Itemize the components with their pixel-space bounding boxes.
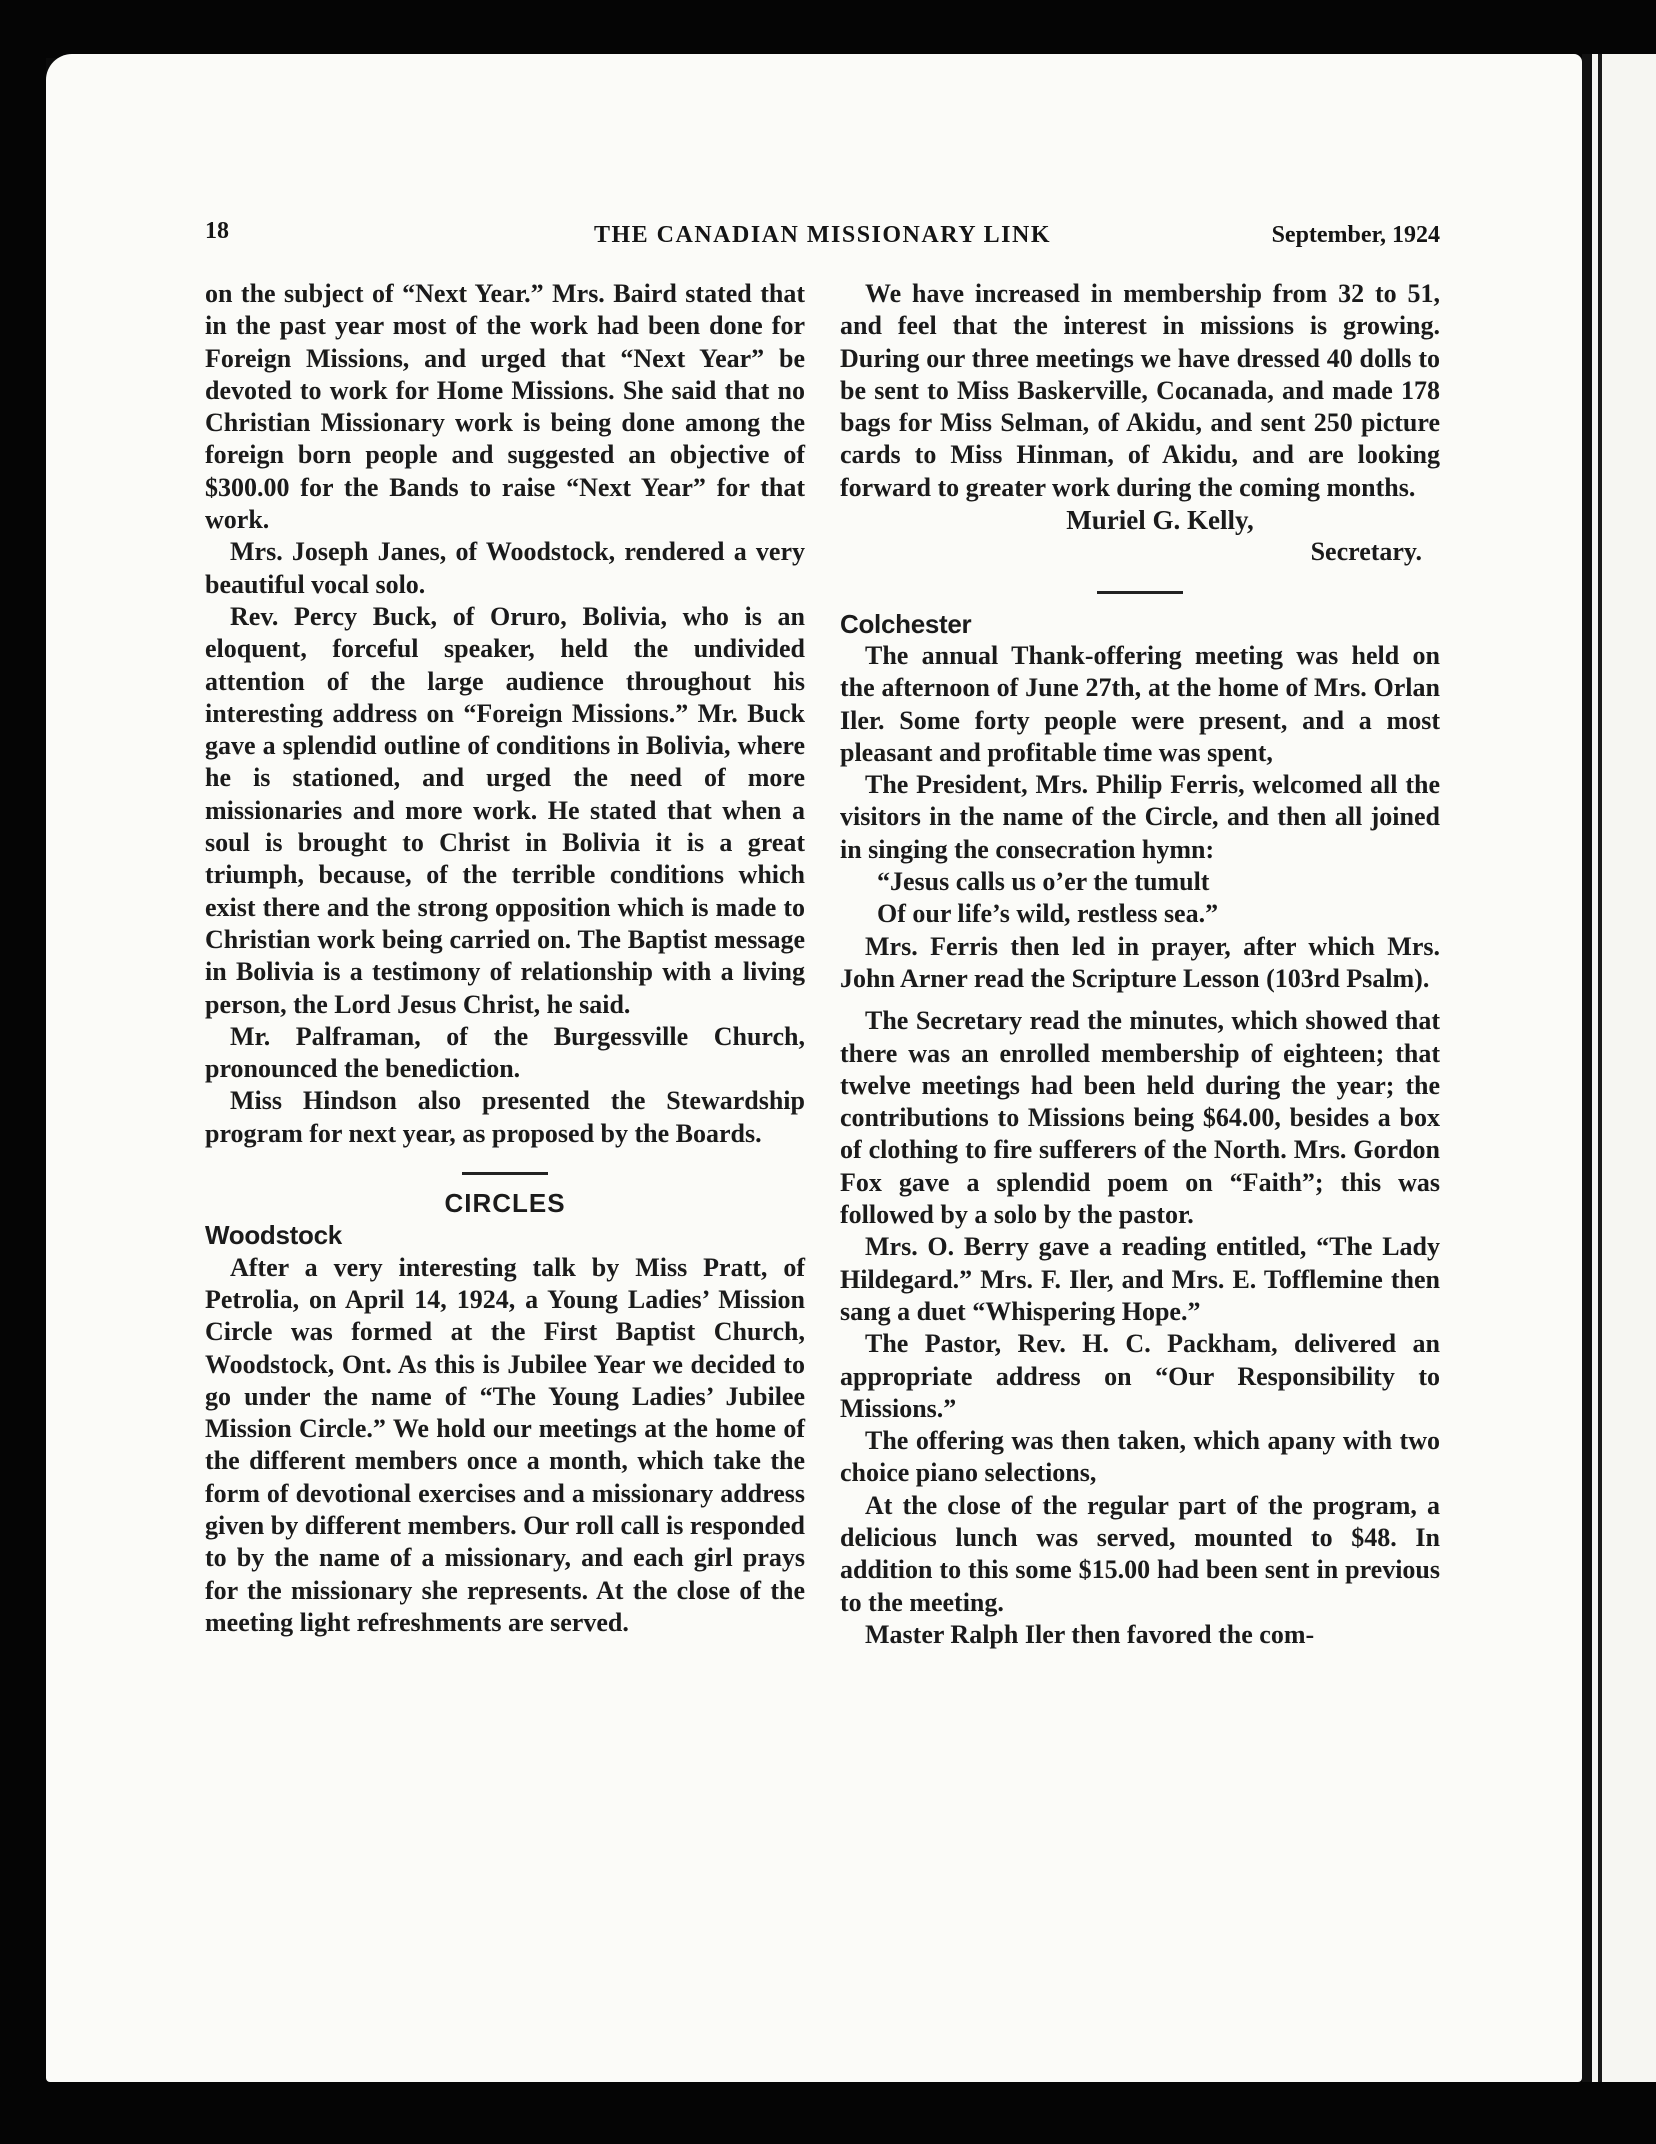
binding-spine <box>1582 54 1592 2082</box>
paragraph: Mrs. O. Berry gave a reading entitled, “The Lady Hildegard.” Mrs. F. Iler, and Mrs. E. Tofflemine then sang a duet “Whispering Hope.” <box>840 1232 1440 1326</box>
subheading-woodstock: Woodstock <box>205 1220 342 1251</box>
hymn-verse-line: Of our life’s wild, restless sea.” <box>877 899 1219 929</box>
scan-border-top <box>0 0 1656 58</box>
page-number: 18 <box>205 218 229 244</box>
paragraph: Rev. Percy Buck, of Oruro, Bolivia, who is an eloquent, forceful speaker, held the undivided attention of the large audience throughout his interesting address on “Foreign Missions.” Mr. Buck gave a splendid outline of conditions in Bolivia, where he is stationed, and urged the need of more missionaries and more work. He stated that when a soul is brought to Christ in Bolivia it is a great triumph, because, of the terrible conditions which exist there and the strong opposition which is made to Christian work being carried on. The Baptist message in Bolivia is a testimony of relationship with a living person, the Lord Jesus Christ, he said. <box>205 601 805 1019</box>
paragraph: We have increased in membership from 32 to 51, and feel that the interest in missions is growing. During our three meetings we have dressed 40 dolls to be sent to Miss Baskerville, Cocanada, and made 178 bags for Miss Selman, of Akidu, and sent 250 picture cards to Miss Hinman, of Akidu, and are looking forward to greater work during the coming months. <box>840 279 1440 502</box>
paragraph: At the close of the regular part of the program, a delicious lunch was served, mounted to $48. In addition to this some $15.00 had been sent in previous to the meeting. <box>840 1490 1440 1617</box>
signature-role: Secretary. <box>1310 537 1422 567</box>
subheading-colchester: Colchester <box>840 608 972 639</box>
running-header <box>205 218 1440 258</box>
scan-border-bottom <box>0 2080 1656 2144</box>
scan-border-left <box>0 0 46 2144</box>
left-column <box>205 278 805 1639</box>
paragraph: After a very interesting talk by Miss Pratt, of Petrolia, on April 14, 1924, a Young Ladies’ Mission Circle was formed at the First Baptist Church, Woodstock, Ont. As this is Jubilee Year we decided to go under the name of “The Young Ladies’ Jubilee Mission Circle.” We hold our meetings at the home of the different members once a month, which take the form of devotional exercises and a missionary address given by different members. Our roll call is responded to by the name of a missionary, and each girl prays for the missionary she represents. At the close of the meeting light refreshments are served. <box>205 1252 805 1637</box>
signature-name: Muriel G. Kelly, <box>1066 505 1254 536</box>
next-page-edge-line <box>1598 54 1602 2082</box>
paragraph: on the subject of “Next Year.” Mrs. Baird stated that in the past year most of the work had been done for Foreign Missions, and urged that “Next Year” be devoted to work for Home Missions. She said that no Christian Missionary work is being done among the foreign born people and suggested an objective of $300.00 for the Bands to raise “Next Year” for that work. <box>205 279 805 535</box>
paragraph: The offering was then taken, which apany with two choice piano selections, <box>840 1426 1440 1488</box>
paragraph: Mr. Palframan, of the Burgessville Church, pronounced the benediction. <box>205 1021 805 1084</box>
issue-date: September, 1924 <box>1271 222 1440 248</box>
paragraph: Master Ralph Iler then favored the com- <box>865 1619 1315 1649</box>
right-column <box>840 278 1440 1651</box>
paragraph: Miss Hindson also presented the Stewardship program for next year, as proposed by the Boards. <box>205 1086 805 1148</box>
journal-title: THE CANADIAN MISSIONARY LINK <box>594 222 1051 248</box>
hymn-verse-line: “Jesus calls us o’er the tumult <box>877 867 1210 897</box>
paragraph: The annual Thank-offering meeting was held on the afternoon of June 27th, at the home of Mrs. Orlan Iler. Some forty people were present, and a most pleasant and profitable time was spent, <box>840 640 1440 767</box>
paragraph: Mrs. Joseph Janes, of Woodstock, rendered a very beautiful vocal solo. <box>205 537 805 599</box>
paragraph: The Pastor, Rev. H. C. Packham, delivered an appropriate address on “Our Responsibility to Missions.” <box>840 1329 1440 1423</box>
section-heading: CIRCLES <box>444 1188 566 1219</box>
paragraph: Mrs. Ferris then led in prayer, after which Mrs. John Arner read the Scripture Lesson (103rd Psalm). <box>840 931 1440 993</box>
paragraph: The President, Mrs. Philip Ferris, welcomed all the visitors in the name of the Circle, and then all joined in singing the consecration hymn: <box>840 770 1440 864</box>
paragraph: The Secretary read the minutes, which showed that there was an enrolled membership of eighteen; that twelve meetings had been held during the year; the contributions to Missions being $64.00, besides a box of clothing to fire sufferers of the North. Mrs. Gordon Fox gave a splendid poem on “Faith”; this was followed by a solo by the pastor. <box>840 1006 1440 1230</box>
